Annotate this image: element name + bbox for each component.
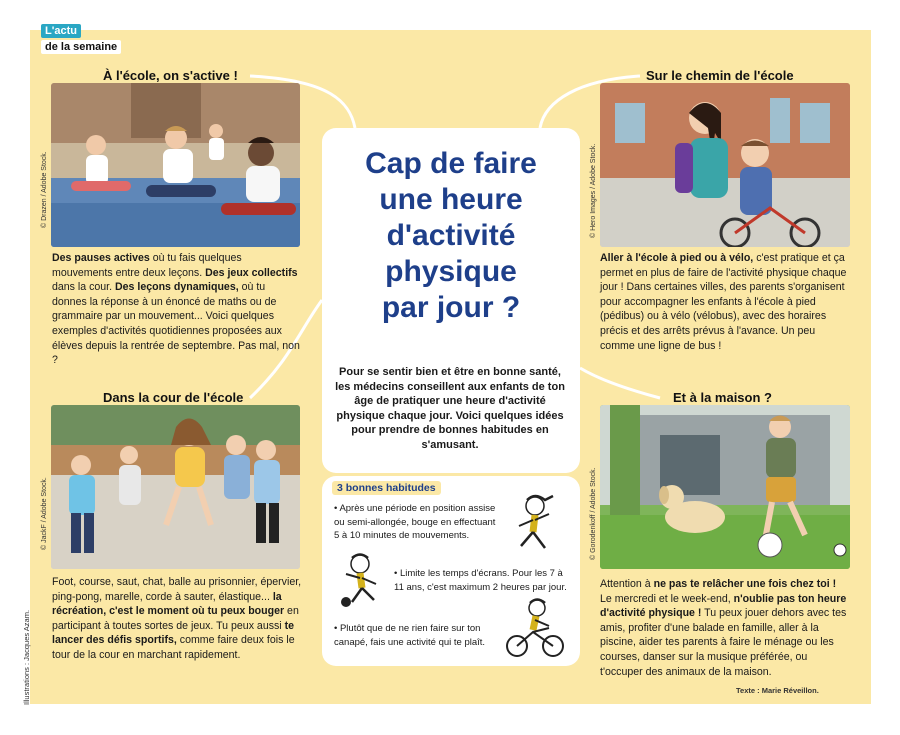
- school-text-bold-3: Des leçons dynamiques,: [115, 281, 239, 294]
- home-text-bold-1: ne pas te relâcher une fois chez toi !: [653, 578, 837, 590]
- yard-text-bold-2: te lancer des défis sportifs,: [52, 619, 295, 647]
- header-tag-actu: L'actu: [41, 24, 81, 38]
- running-kid-illustration: [505, 492, 567, 554]
- section-home-title: Et à la maison ?: [670, 390, 775, 405]
- home-text-3: Tu peux jouer dehors avec tes amis, profiter d'une balade en famille, aller à la piscine, aider tes parents à faire le ménage ou les courses, danser sur la musique préférée, ou t'occuper des animaux de la maison.: [600, 607, 847, 678]
- school-text-2: dans la cour.: [52, 281, 116, 294]
- section-school-title: À l'école, on s'active !: [100, 68, 241, 83]
- section-path-title: Sur le chemin de l'école: [643, 68, 797, 83]
- yard-text-2: en participant à toutes sortes de jeux. Tu peux aussi: [52, 605, 299, 632]
- path-text-bold-1: Aller à l'école à pied ou à vélo,: [600, 252, 754, 264]
- home-text: [600, 577, 850, 679]
- school-text-1: où tu fais quelques mouvements entre deux leçons.: [52, 252, 242, 279]
- school-photo-credit: © Drazen / Adobe Stock.: [41, 151, 48, 228]
- school-text-3: où tu donnes la réponse à un énoncé de maths ou de grammaire par un mouvement... Voici quelques exemples d'activités quotidiennes proposées aux élèves depuis la rentrée de septembre. Pas mal, non ?: [52, 281, 300, 367]
- yard-text: [52, 575, 302, 663]
- ball-kid-illustration: [334, 552, 392, 610]
- yard-photo-credit: © JackF / Adobe Stock.: [41, 477, 48, 550]
- home-photo-credit: © Gorodenkoff / Adobe Stock.: [590, 467, 597, 560]
- home-photo: [600, 405, 850, 569]
- illustrations-credit: Illustrations : Jacques Azam.: [22, 609, 31, 705]
- habit-item-1: • Après une période en position assise ou semi-allongée, bouge en effectuant 5 à 10 minutes de mouvements.: [334, 503, 496, 541]
- home-text-2: Le mercredi et le week-end,: [600, 592, 734, 605]
- path-text-1: c'est pratique et ça permet en plus de faire de l'activité physique chaque jour ! Dans certaines villes, des parents s'organisent pour accompagner les enfants à l'école à pied (pédibus) ou à vélo (vélobus), avec des horaires précis et des arrêts prévus à l'avance. Un peu comme une ligne de bus !: [600, 252, 847, 352]
- home-text-bold-2: n'oublie pas ton heure d'activité physique !: [600, 592, 847, 620]
- habit-item-3: • Plutôt que de ne rien faire sur ton canapé, fais une activité qui te plaît.: [334, 623, 486, 648]
- school-text-bold-2: Des jeux collectifs: [205, 266, 298, 279]
- main-title-line-1: Cap de faire: [365, 147, 537, 180]
- yard-text-1: Foot, course, saut, chat, balle au prisonnier, épervier, ping-pong, marelle, corde à sauter, élastique...: [52, 576, 302, 603]
- main-intro: Pour se sentir bien et être en bonne santé, les médecins conseillent aux enfants de ton âge de pratiquer une heure d'activité physique chaque jour. Voici quelques idées pour prendre de bonnes habitudes en s'amusant.: [335, 366, 565, 451]
- path-photo-credit: © Hero Images / Adobe Stock.: [590, 143, 597, 238]
- school-photo: [51, 83, 300, 247]
- yard-text-bold-1: la récréation, c'est le moment où tu peux bouger: [52, 590, 285, 618]
- habit-item-2: • Limite les temps d'écrans. Pour les 7 à 11 ans, c'est maximum 2 heures par jour.: [394, 568, 567, 593]
- yard-text-3: comme faire deux fois le tour de la cour en marchant rapidement.: [52, 634, 295, 661]
- main-title-line-5: par jour ?: [381, 291, 521, 324]
- path-photo: [600, 83, 850, 247]
- school-text: [52, 251, 302, 368]
- school-text-bold-1: Des pauses actives: [52, 252, 150, 264]
- cycling-kid-illustration: [503, 598, 567, 660]
- home-text-1: Attention à: [600, 578, 654, 590]
- yard-photo: [51, 405, 300, 569]
- main-title-line-4: physique: [385, 255, 517, 288]
- header-tag-semaine: de la semaine: [41, 40, 121, 54]
- path-text: [600, 251, 850, 353]
- main-title-line-2: une heure: [379, 183, 523, 216]
- habits-title: 3 bonnes habitudes: [332, 481, 441, 495]
- main-title: [326, 146, 576, 326]
- section-yard-title: Dans la cour de l'école: [100, 390, 246, 405]
- text-credit: Texte : Marie Réveillon.: [736, 686, 819, 695]
- main-title-line-3: d'activité: [386, 219, 516, 252]
